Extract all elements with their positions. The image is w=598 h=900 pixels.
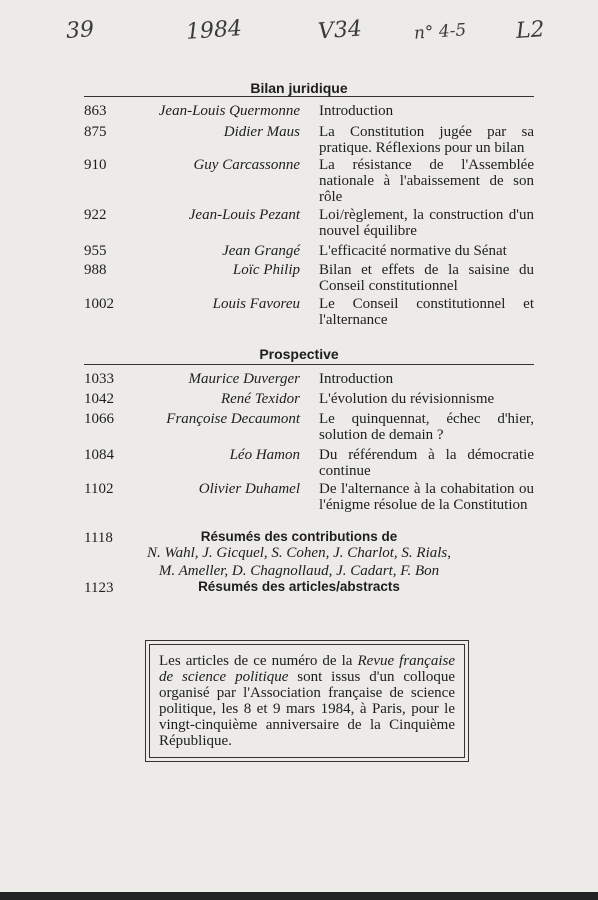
page-number: 988 bbox=[84, 262, 107, 278]
journal-name: Revue française de science politique bbox=[159, 653, 455, 685]
handwritten-mark: L2 bbox=[515, 17, 546, 44]
page-edge-shadow bbox=[0, 892, 598, 900]
resumes-names-line1: N. Wahl, J. Gicquel, S. Cohen, J. Charlot, S. Rials, bbox=[146, 545, 451, 561]
article-title: La résistance de l'Assemblée nationale à l'abaissement de son rôle bbox=[319, 157, 534, 205]
article-title: La Constitution jugée par sa pratique. Réflexions pour un bilan bbox=[319, 124, 534, 156]
author: Loïc Philip bbox=[232, 262, 300, 278]
author: Léo Hamon bbox=[229, 447, 300, 463]
page-number: 1102 bbox=[84, 481, 114, 497]
article-title: Introduction bbox=[319, 371, 394, 387]
page-number: 1084 bbox=[84, 447, 114, 463]
resumes-title: Résumés des contributions de bbox=[200, 529, 398, 544]
handwritten-year: 1984 bbox=[185, 16, 243, 45]
section-heading-bilan: Bilan juridique bbox=[250, 80, 348, 96]
page-number: 1118 bbox=[84, 530, 113, 546]
handwritten-issue: n° 4-5 bbox=[413, 20, 467, 44]
article-title: L'efficacité normative du Sénat bbox=[319, 243, 507, 259]
article-title: Du référendum à la démocratie continue bbox=[319, 447, 534, 479]
page-number: 863 bbox=[84, 103, 107, 119]
page-number: 1002 bbox=[84, 296, 114, 312]
article-title: Bilan et effets de la saisine du Conseil constitutionnel bbox=[319, 262, 534, 294]
abstracts-title: Résumés des articles/abstracts bbox=[198, 579, 400, 594]
author: Maurice Duverger bbox=[188, 371, 300, 387]
author: Jean-Louis Quermonne bbox=[158, 103, 300, 119]
page-number: 922 bbox=[84, 207, 107, 223]
article-title: Le quinquennat, échec d'hier, solution de demain ? bbox=[319, 411, 534, 443]
colloquium-note-box bbox=[149, 644, 465, 758]
page-number: 1033 bbox=[84, 371, 114, 387]
page-number: 910 bbox=[84, 157, 107, 173]
article-title: L'évolution du révisionnisme bbox=[319, 391, 495, 407]
author: Olivier Duhamel bbox=[198, 481, 300, 497]
author: Françoise Decaumont bbox=[166, 411, 300, 427]
author: René Texidor bbox=[220, 391, 300, 407]
page-number: 955 bbox=[84, 243, 107, 259]
note-text-start: Les articles de ce numéro de la bbox=[159, 653, 358, 669]
author: Jean-Louis Pezant bbox=[188, 207, 300, 223]
author: Didier Maus bbox=[223, 124, 300, 140]
section-heading-prospective: Prospective bbox=[259, 346, 339, 362]
author: Louis Favoreu bbox=[212, 296, 300, 312]
handwritten-number: 39 bbox=[65, 17, 95, 44]
author: Jean Grangé bbox=[222, 243, 300, 259]
page-number: 1042 bbox=[84, 391, 114, 407]
article-title: De l'alternance à la cohabitation ou l'énigme résolue de la Constitution bbox=[319, 481, 534, 513]
page-number: 875 bbox=[84, 124, 107, 140]
page-number: 1123 bbox=[84, 580, 114, 596]
article-title: Le Conseil constitutionnel et l'alternance bbox=[319, 296, 534, 328]
resumes-names-line2: M. Ameller, D. Chagnollaud, J. Cadart, F. Bon bbox=[158, 563, 440, 579]
article-title: Loi/règlement, la construction d'un nouvel équilibre bbox=[319, 207, 534, 239]
author: Guy Carcassonne bbox=[193, 157, 300, 173]
page-number: 1066 bbox=[84, 411, 114, 427]
handwritten-volume: V34 bbox=[317, 16, 363, 45]
note-text-end: sont issus d'un colloque organisé par l'Association française de science politique, les 8 et 9 mars 1984, à Paris, pour le vingt-cinquième anniversaire de la Cinquième République. bbox=[159, 669, 455, 749]
article-title: Introduction bbox=[319, 103, 394, 119]
